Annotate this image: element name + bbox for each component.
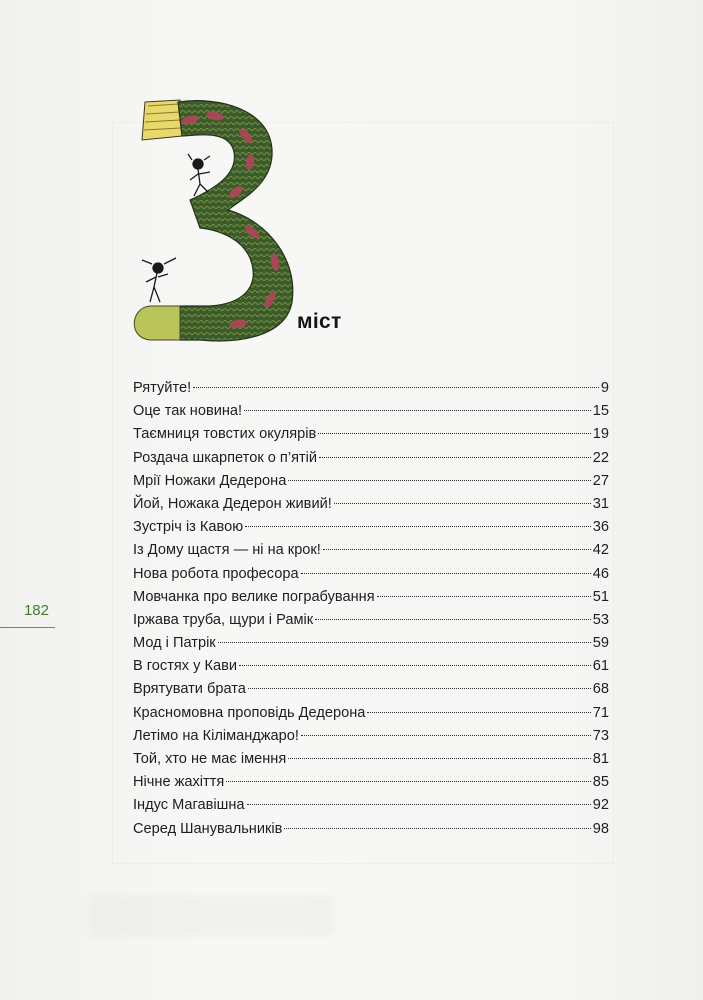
toc-entry-page: 61 xyxy=(592,658,609,675)
toc-entry-title: Іржава труба, щури і Рамік xyxy=(133,611,314,628)
toc-entry-title: Мовчанка про велике пограбування xyxy=(133,588,375,605)
toc-entry-page: 92 xyxy=(592,797,609,814)
toc-entry-title: Красномовна проповідь Дедерона xyxy=(133,704,366,721)
toc-entry-page: 59 xyxy=(592,635,609,652)
toc-entry-page: 36 xyxy=(592,519,609,536)
toc-entry-page: 19 xyxy=(592,426,609,443)
table-of-contents xyxy=(133,377,609,841)
toc-entry-page: 98 xyxy=(592,820,609,837)
toc-dot-leader xyxy=(218,642,591,643)
toc-dot-leader xyxy=(288,480,590,481)
toc-entry[interactable] xyxy=(133,818,609,841)
toc-entry[interactable] xyxy=(133,423,609,446)
toc-entry[interactable] xyxy=(133,771,609,794)
toc-dot-leader xyxy=(245,526,591,527)
toc-entry-page: 53 xyxy=(592,611,609,628)
toc-entry[interactable] xyxy=(133,609,609,632)
toc-entry[interactable] xyxy=(133,493,609,516)
toc-entry[interactable] xyxy=(133,447,609,470)
toc-dot-leader xyxy=(315,619,591,620)
toc-dot-leader xyxy=(288,758,590,759)
toc-entry[interactable] xyxy=(133,655,609,678)
toc-entry-page: 85 xyxy=(592,774,609,791)
toc-dot-leader xyxy=(284,828,590,829)
toc-entry-title: Роздача шкарпеток о п’ятій xyxy=(133,449,318,466)
toc-entry-page: 46 xyxy=(592,565,609,582)
toc-entry[interactable] xyxy=(133,563,609,586)
toc-entry-page: 73 xyxy=(592,727,609,744)
toc-entry-title: Серед Шанувальників xyxy=(133,820,283,837)
toc-entry-title: В гостях у Кави xyxy=(133,658,238,675)
toc-entry[interactable] xyxy=(133,470,609,493)
toc-entry-title: Йой, Ножака Дедерон живий! xyxy=(133,495,332,512)
toc-entry-page: 9 xyxy=(600,380,609,396)
toc-entry-title: Оце так новина! xyxy=(133,403,243,420)
toc-entry[interactable] xyxy=(133,794,609,817)
contents-heading: міст xyxy=(297,310,342,333)
toc-entry-title: Зустріч із Кавою xyxy=(133,519,244,536)
toc-entry-page: 31 xyxy=(592,495,609,512)
toc-dot-leader xyxy=(334,503,591,504)
toc-dot-leader xyxy=(377,596,591,597)
toc-entry[interactable] xyxy=(133,632,609,655)
toc-dot-leader xyxy=(318,433,591,434)
toc-entry-title: Той, хто не має імення xyxy=(133,751,287,767)
toc-entry[interactable] xyxy=(133,516,609,539)
toc-entry-title: Таємниця товстих окулярів xyxy=(133,426,317,443)
toc-dot-leader xyxy=(239,665,591,666)
child-figure-bottom xyxy=(142,258,176,302)
toc-entry-page: 42 xyxy=(592,542,609,559)
toc-entry-title: Індус Магавішна xyxy=(133,797,245,814)
toc-dot-leader xyxy=(323,549,591,550)
toc-entry-title: Мрії Ножаки Дедерона xyxy=(133,472,287,489)
toc-dot-leader xyxy=(248,688,591,689)
toc-entry-title: Мод і Патрік xyxy=(133,635,216,652)
page-smudge xyxy=(90,895,335,937)
toc-entry[interactable] xyxy=(133,539,609,562)
toc-dot-leader xyxy=(244,410,591,411)
page-number: 182 xyxy=(23,602,49,619)
toc-dot-leader xyxy=(367,712,590,713)
toc-entry-title: Із Дому щастя — ні на крок! xyxy=(133,542,321,559)
toc-entry-page: 68 xyxy=(592,681,609,698)
toc-dot-leader xyxy=(301,573,591,574)
toc-entry-title: Летімо на Кіліманджаро! xyxy=(133,727,299,744)
toc-entry-page: 51 xyxy=(592,588,609,605)
toc-dot-leader xyxy=(319,457,591,458)
toc-dot-leader xyxy=(247,804,591,805)
toc-dot-leader xyxy=(226,781,590,782)
toc-entry-title: Врятувати брата xyxy=(133,681,246,698)
toc-entry-title: Рятуйте! xyxy=(133,380,192,396)
page-number-tab xyxy=(0,600,55,628)
toc-dot-leader xyxy=(193,387,599,388)
sock-toe xyxy=(134,306,180,340)
toc-entry-title: Нова робота професора xyxy=(133,565,299,582)
toc-entry-title: Нічне жахіття xyxy=(133,774,225,791)
toc-entry-page: 15 xyxy=(592,403,609,420)
toc-entry[interactable] xyxy=(133,377,609,400)
toc-dot-leader xyxy=(301,735,591,736)
toc-entry-page: 27 xyxy=(592,472,609,489)
toc-entry[interactable] xyxy=(133,586,609,609)
toc-entry[interactable] xyxy=(133,725,609,748)
toc-entry[interactable] xyxy=(133,702,609,725)
sock-body xyxy=(178,101,293,341)
toc-entry[interactable] xyxy=(133,400,609,423)
toc-entry[interactable] xyxy=(133,748,609,771)
toc-entry[interactable] xyxy=(133,678,609,701)
toc-entry-page: 71 xyxy=(592,704,609,721)
child-figure-top xyxy=(188,154,210,196)
toc-entry-page: 81 xyxy=(592,751,609,767)
toc-entry-page: 22 xyxy=(592,449,609,466)
